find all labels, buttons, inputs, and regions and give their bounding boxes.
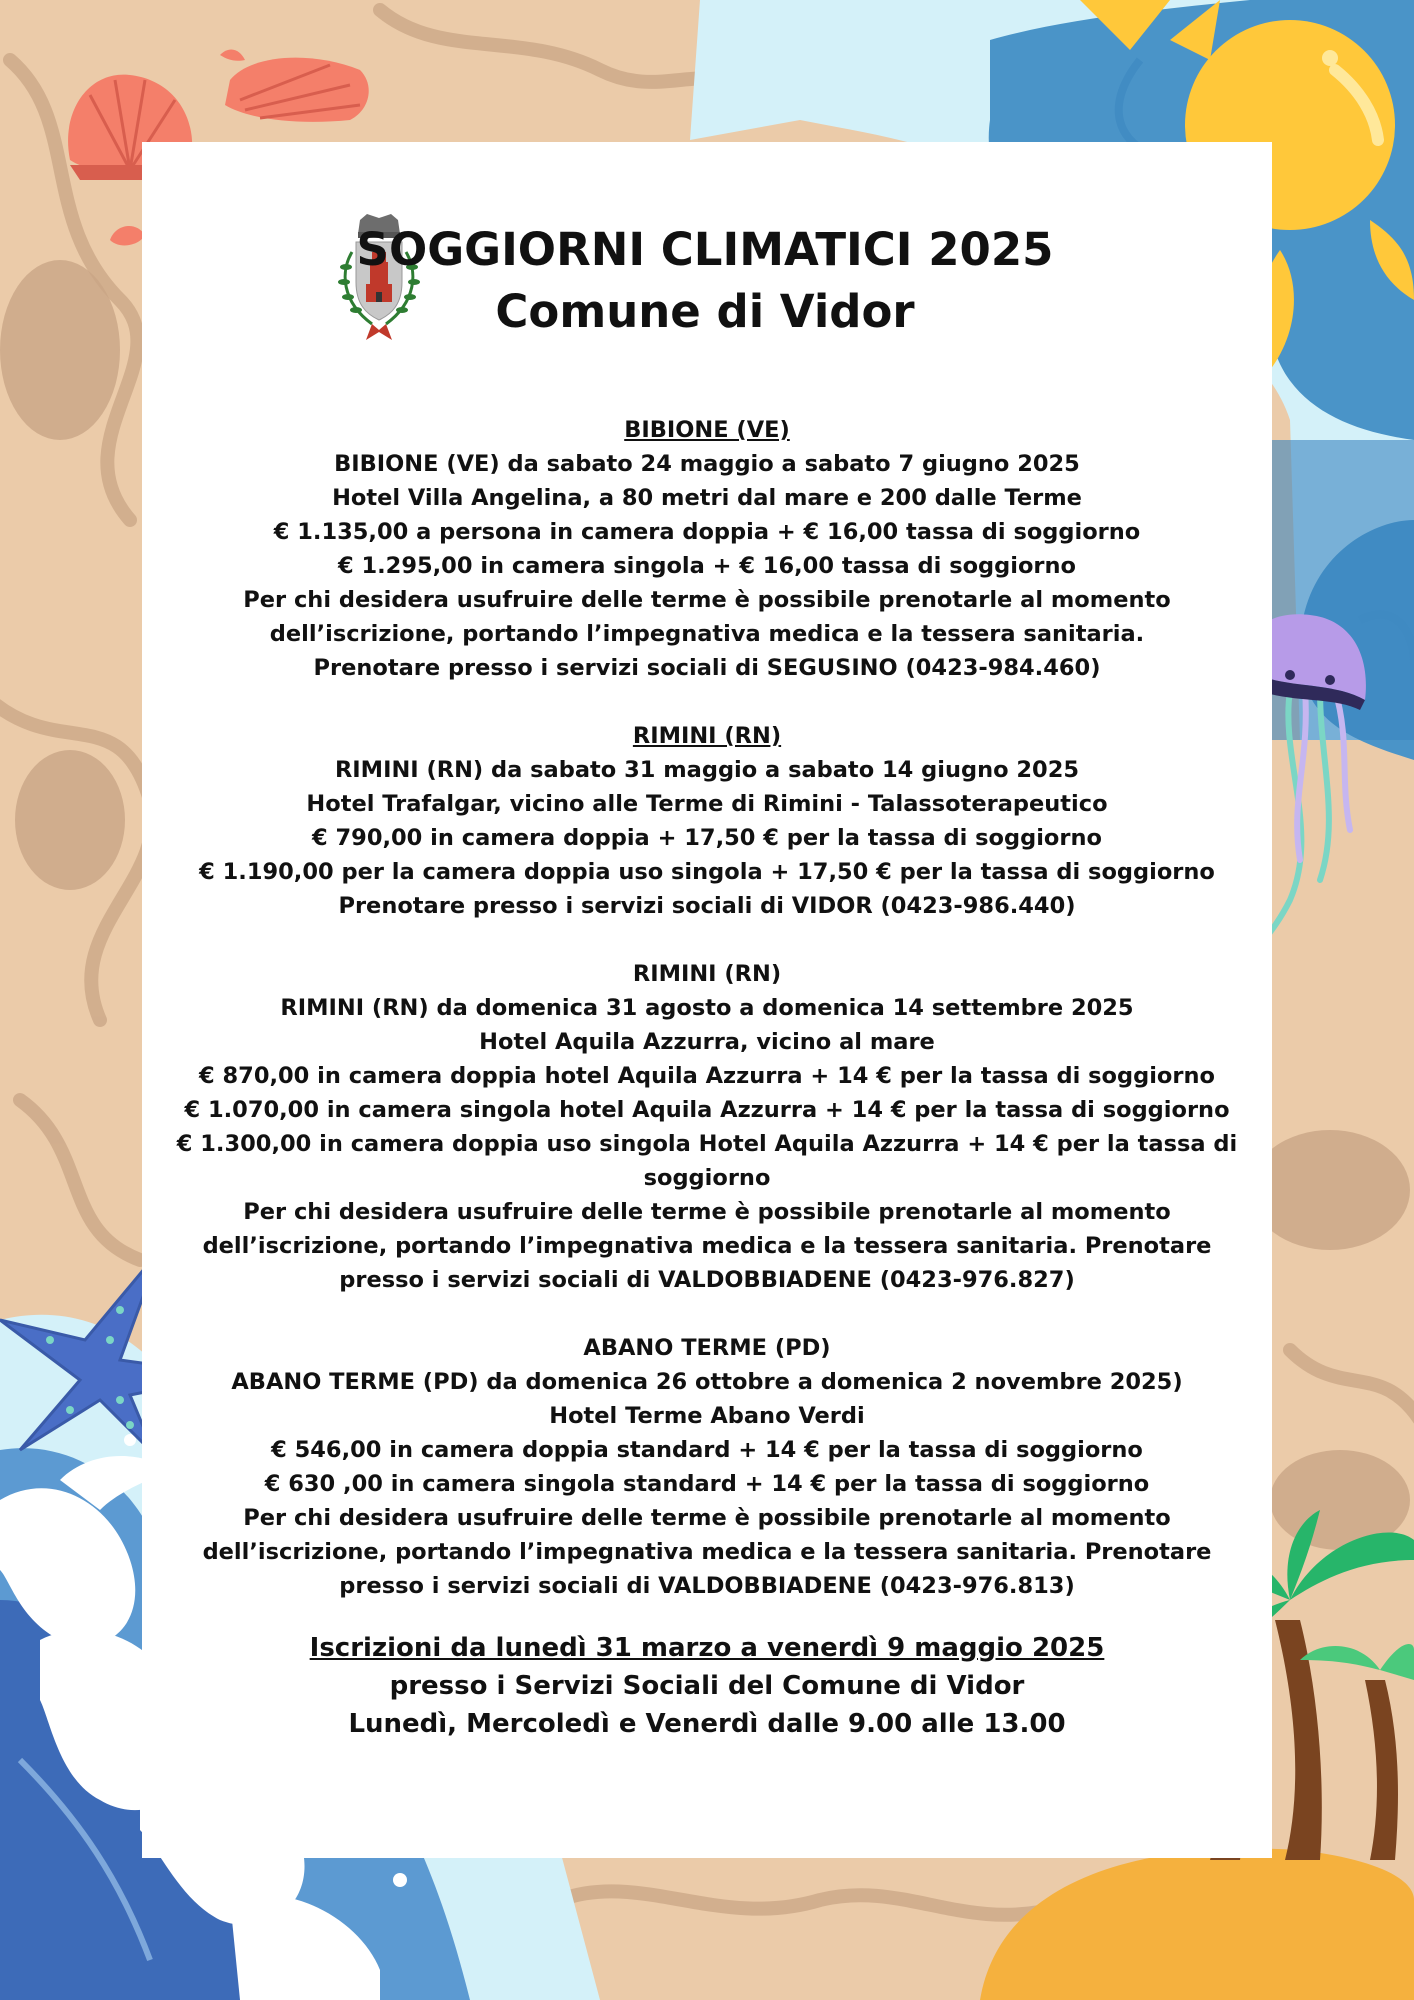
section-rimini-spring: [172, 719, 1242, 923]
registration-dates: Iscrizioni da lunedì 31 marzo a venerdì 9 maggio 2025: [309, 1633, 1105, 1663]
section-line: dell’iscrizione, portando l’impegnativa medica e la tessera sanitaria.: [269, 621, 1145, 647]
section-title: ABANO TERME (PD): [583, 1335, 831, 1361]
section-line: Prenotare presso i servizi sociali di SEGUSINO (0423-984.460): [313, 655, 1101, 681]
section-line: € 1.190,00 per la camera doppia uso singola + 17,50 € per la tassa di soggiorno: [199, 859, 1215, 885]
section-line: € 630 ,00 in camera singola standard + 14 € per la tassa di soggiorno: [264, 1471, 1150, 1497]
section-line: presso i servizi sociali di VALDOBBIADENE (0423-976.813): [339, 1573, 1075, 1599]
section-line: Per chi desidera usufruire delle terme è possibile prenotarle al momento: [243, 587, 1171, 613]
registration-hours: Lunedì, Mercoledì e Venerdì dalle 9.00 alle 13.00: [348, 1709, 1066, 1739]
program-list: [172, 413, 1242, 1637]
section-line: € 1.070,00 in camera singola hotel Aquila Azzurra + 14 € per la tassa di soggiorno: [184, 1097, 1230, 1123]
section-line: BIBIONE (VE) da sabato 24 maggio a sabato 7 giugno 2025: [334, 451, 1080, 477]
section-line: Hotel Terme Abano Verdi: [549, 1403, 865, 1429]
section-line: € 1.300,00 in camera doppia uso singola Hotel Aquila Azzurra + 14 € per la tassa di: [176, 1131, 1238, 1157]
section-line: Per chi desidera usufruire delle terme è possibile prenotarle al momento: [243, 1505, 1171, 1531]
section-title: RIMINI (RN): [632, 961, 782, 987]
section-line: Prenotare presso i servizi sociali di VIDOR (0423-986.440): [338, 893, 1076, 919]
section-line: ABANO TERME (PD) da domenica 26 ottobre a domenica 2 novembre 2025): [231, 1369, 1183, 1395]
section-line: presso i servizi sociali di VALDOBBIADENE (0423-976.827): [339, 1267, 1075, 1293]
section-rimini-autumn: [172, 957, 1242, 1297]
section-line: RIMINI (RN) da sabato 31 maggio a sabato 14 giugno 2025: [334, 757, 1080, 783]
section-line: € 1.135,00 a persona in camera doppia + € 16,00 tassa di soggiorno: [273, 519, 1141, 545]
registration-info: [172, 1629, 1242, 1743]
section-line: Hotel Trafalgar, vicino alle Terme di Rimini - Talassoterapeutico: [306, 791, 1108, 817]
section-bibione: [172, 413, 1242, 685]
section-line: Per chi desidera usufruire delle terme è possibile prenotarle al momento: [243, 1199, 1171, 1225]
section-line: € 1.295,00 in camera singola + € 16,00 tassa di soggiorno: [337, 553, 1077, 579]
registration-place: presso i Servizi Sociali del Comune di Vidor: [389, 1671, 1025, 1701]
section-line: dell’iscrizione, portando l’impegnativa medica e la tessera sanitaria. Prenotare: [202, 1539, 1212, 1565]
title-line-1: SOGGIORNI CLIMATICI 2025: [356, 223, 1054, 276]
section-line: € 870,00 in camera doppia hotel Aquila Azzurra + 14 € per la tassa di soggiorno: [199, 1063, 1215, 1089]
section-line: Hotel Aquila Azzurra, vicino al mare: [479, 1029, 935, 1055]
section-line: dell’iscrizione, portando l’impegnativa medica e la tessera sanitaria. Prenotare: [202, 1233, 1212, 1259]
section-line: RIMINI (RN) da domenica 31 agosto a domenica 14 settembre 2025: [280, 995, 1134, 1021]
title-line-2: Comune di Vidor: [495, 285, 915, 338]
page-title: [300, 220, 1110, 344]
section-line: € 546,00 in camera doppia standard + 14 € per la tassa di soggiorno: [271, 1437, 1143, 1463]
section-abano: [172, 1331, 1242, 1603]
section-title: BIBIONE (VE): [624, 417, 790, 443]
section-line: € 790,00 in camera doppia + 17,50 € per la tassa di soggiorno: [312, 825, 1102, 851]
section-line: Hotel Villa Angelina, a 80 metri dal mare e 200 dalle Terme: [332, 485, 1082, 511]
section-line: soggiorno: [643, 1165, 771, 1191]
section-title: RIMINI (RN): [632, 723, 782, 749]
